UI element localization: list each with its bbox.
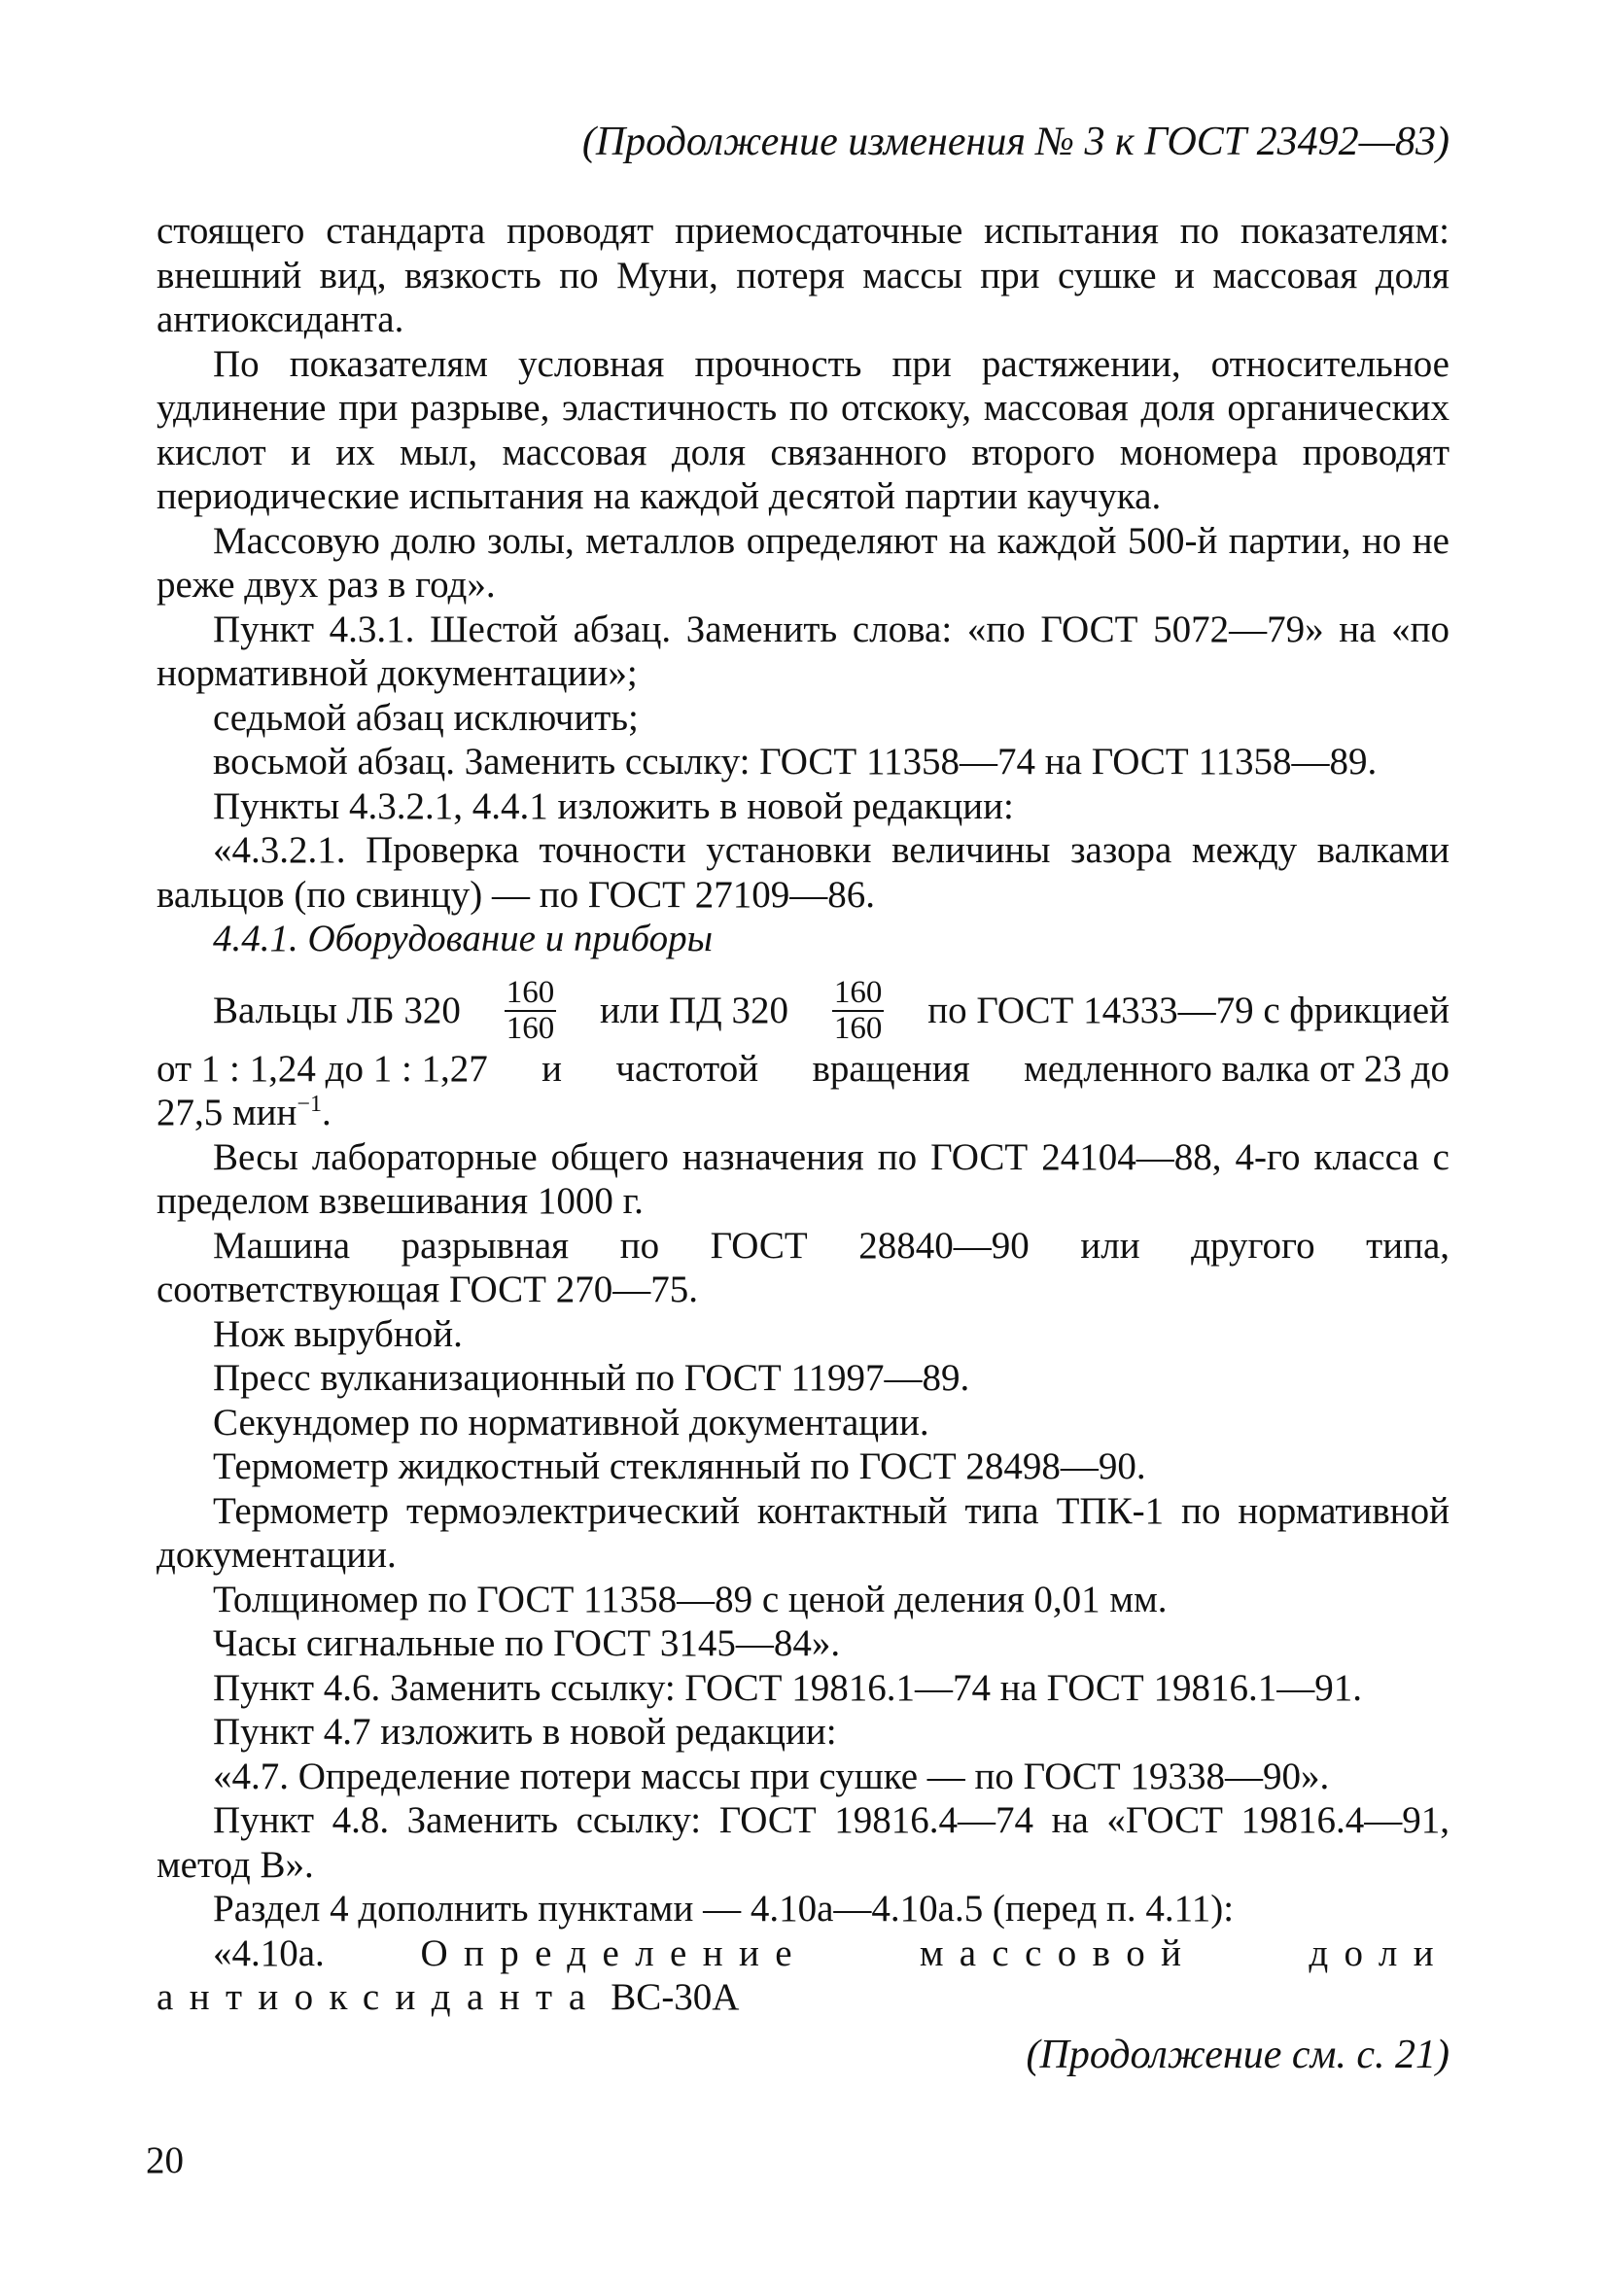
clause-4-10a-antioxidant: ВС-30А bbox=[611, 1976, 740, 2018]
document-page bbox=[146, 0, 1450, 2296]
paragraph-clause-4-3-1: Пункт 4.3.1. Шестой абзац. Заменить слова: «по ГОСТ 5072—79» на «по нормативной документации»; bbox=[157, 608, 1450, 694]
paragraph-scales: Весы лабораторные общего назначения по ГОСТ 24104—88, 4-го класса с пределом взвешивания 1000 г. bbox=[157, 1135, 1450, 1222]
paragraph-liquid-thermometer: Термометр жидкостный стеклянный по ГОСТ 28498—90. bbox=[213, 1445, 1146, 1487]
rollers-row-word-2: и bbox=[541, 1047, 563, 1090]
rollers-friction-row bbox=[157, 1047, 1450, 1092]
paragraph-periodic-tests: По показателям условная прочность при растяжении, относительное удлинение при разрыве, эластичность по отскоку, массовая доля органических кислот и их мыл, массовая доля связанного второго мономера проводят периодические испытания на каждой десятой партии каучука. bbox=[157, 342, 1450, 517]
rollers-speed-row bbox=[157, 1091, 1450, 1135]
paragraph-section-4-additions: Раздел 4 дополнить пунктами — 4.10а—4.10а.5 (перед п. 4.11): bbox=[213, 1888, 1235, 1930]
fraction-pd-numerator: 160 bbox=[833, 974, 883, 1010]
fraction-lb-denominator: 160 bbox=[506, 1010, 555, 1046]
paragraph-eighth-abzac: восьмой абзац. Заменить ссылку: ГОСТ 11358—74 на ГОСТ 11358—89. bbox=[213, 741, 1378, 783]
fraction-lb-numerator: 160 bbox=[506, 974, 555, 1010]
rollers-line bbox=[157, 975, 1450, 1047]
rollers-row-word-4: вращения bbox=[812, 1047, 970, 1090]
page-header: (Продолжение изменения № 3 к ГОСТ 23492—83) bbox=[581, 120, 1450, 164]
paragraph-clauses-new-edition: Пункты 4.3.2.1, 4.4.1 изложить в новой редакции: bbox=[213, 784, 1014, 827]
body-text bbox=[157, 209, 1450, 2020]
rollers-lb-label: Вальцы ЛБ 320 bbox=[213, 989, 461, 1031]
paragraph-clause-4-10a bbox=[157, 1931, 1450, 2020]
paragraph-knife: Нож вырубной. bbox=[213, 1312, 463, 1355]
paragraph-signal-clock: Часы сигнальные по ГОСТ 3145—84». bbox=[213, 1622, 841, 1664]
rollers-speed-period: . bbox=[321, 1092, 332, 1133]
rollers-standard-text: по ГОСТ 14333—79 с фрикцией bbox=[927, 989, 1450, 1031]
rollers-row-word-3: частотой bbox=[615, 1047, 759, 1090]
rollers-pd-label: или ПД 320 bbox=[600, 989, 789, 1031]
paragraph-press: Пресс вулканизационный по ГОСТ 11997—89. bbox=[213, 1357, 970, 1399]
paragraph-clause-4-6: Пункт 4.6. Заменить ссылку: ГОСТ 19816.1—74 на ГОСТ 19816.1—91. bbox=[213, 1666, 1362, 1709]
rollers-speed-exponent: −1 bbox=[297, 1092, 322, 1117]
rollers-row-word-1: от 1 : 1,24 до 1 : 1,27 bbox=[157, 1047, 488, 1090]
fraction-lb bbox=[505, 974, 557, 1046]
paragraph-drying-loss: «4.7. Определение потери массы при сушке — по ГОСТ 19338—90». bbox=[213, 1755, 1330, 1797]
paragraph-seventh-abzac: седьмой абзац исключить; bbox=[213, 696, 639, 739]
fraction-pd bbox=[832, 974, 885, 1046]
paragraph-clause-4-8: Пункт 4.8. Заменить ссылку: ГОСТ 19816.4—74 на «ГОСТ 19816.4—91, метод В». bbox=[157, 1799, 1450, 1886]
paragraph-clause-4-3-2-1: «4.3.2.1. Проверка точности установки величины зазора между валками вальцов (по свинцу) — по ГОСТ 27109—86. bbox=[157, 829, 1450, 916]
paragraph-thermoelectric-thermometer: Термометр термоэлектрический контактный типа ТПК-1 по нормативной документации. bbox=[157, 1489, 1450, 1576]
continuation-note: (Продолжение см. с. 21) bbox=[1026, 2033, 1450, 2077]
clause-4-10a-title: Определение массовой доли антиоксиданта bbox=[157, 1931, 1450, 2018]
paragraph-continuation: стоящего стандарта проводят приемосдаточные испытания по показателям: внешний вид, вязкость по Муни, потеря массы при сушке и массовая доля антиоксиданта. bbox=[157, 210, 1450, 340]
rollers-speed-value: 27,5 мин bbox=[157, 1092, 297, 1133]
paragraph-stopwatch: Секундомер по нормативной документации. bbox=[213, 1401, 929, 1444]
paragraph-tensile-machine: Машина разрывная по ГОСТ 28840—90 или другого типа, соответствующая ГОСТ 270—75. bbox=[157, 1224, 1450, 1310]
fraction-pd-denominator: 160 bbox=[833, 1010, 883, 1046]
page-number: 20 bbox=[146, 2139, 184, 2181]
paragraph-clause-4-7: Пункт 4.7 изложить в новой редакции: bbox=[213, 1711, 837, 1753]
paragraph-equipment-heading: 4.4.1. Оборудование и приборы bbox=[213, 918, 714, 959]
paragraph-thickness-gauge: Толщиномер по ГОСТ 11358—89 с ценой деления 0,01 мм. bbox=[213, 1578, 1168, 1620]
rollers-row-word-5: медленного валка от 23 до bbox=[1024, 1047, 1450, 1090]
paragraph-ash-metals: Массовую долю золы, металлов определяют на каждой 500-й партии, но не реже двух раз в год». bbox=[157, 519, 1450, 606]
clause-4-10a-number: «4.10а. bbox=[213, 1931, 325, 1974]
